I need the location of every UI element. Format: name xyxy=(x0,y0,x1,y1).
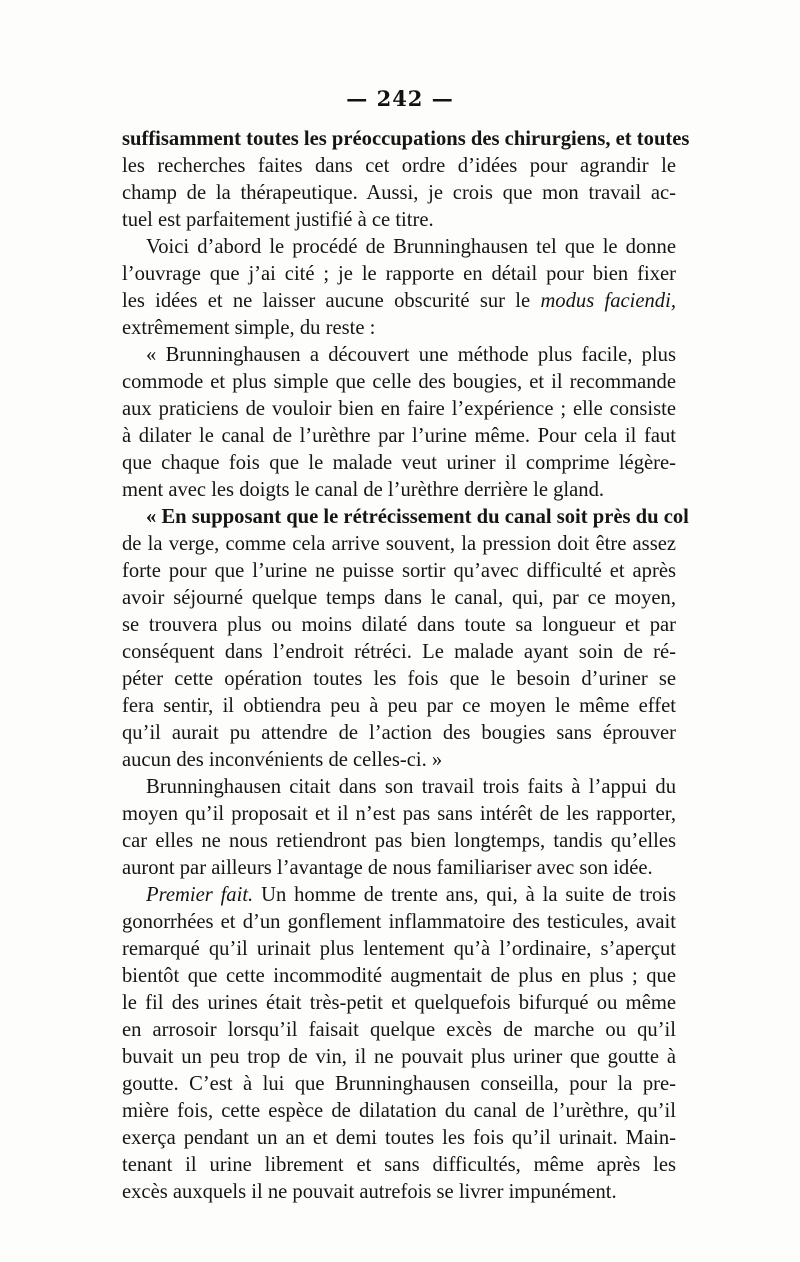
line-text: Brunninghausen citait dans son travail trois faits à l’appui du xyxy=(146,776,676,798)
text-line xyxy=(122,801,676,828)
line-text: qu’il aurait pu attendre de l’action des bougies sans éprouver xyxy=(122,722,676,744)
line-text: car elles ne nous retiendront pas bien longtemps, tandis qu’elles xyxy=(122,830,676,852)
text-line xyxy=(122,1017,676,1044)
text-line xyxy=(122,261,676,288)
text-line xyxy=(122,396,676,423)
text-line xyxy=(122,855,676,882)
line-text: forte pour que l’urine ne puisse sortir qu’avec difficulté et après xyxy=(122,560,676,582)
line-text: aucun des inconvénients de celles-ci. » xyxy=(122,749,443,771)
line-text: en arrosoir lorsqu’il faisait quelque excès de marche ou qu’il xyxy=(122,1019,676,1041)
text-line xyxy=(122,963,676,990)
paragraph xyxy=(122,774,676,882)
line-text: remarqué qu’il urinait plus lentement qu’à l’ordinaire, s’aperçut xyxy=(122,938,676,960)
line-text: « En supposant que le rétrécissement du canal soit près du col xyxy=(146,506,689,528)
line-text: que chaque fois que le malade veut uriner il comprime légère- xyxy=(122,452,676,474)
line-text: l’ouvrage que j’ai cité ; je le rapporte en détail pour bien fixer xyxy=(122,263,676,285)
text-line xyxy=(122,423,676,450)
text-line xyxy=(122,1044,676,1071)
line-text: avoir séjourné quelque temps dans le canal, qui, par ce moyen, xyxy=(122,587,676,609)
paragraph xyxy=(122,882,676,1206)
line-text: Voici d’abord le procédé de Brunninghausen tel que le donne xyxy=(146,236,676,258)
text-line xyxy=(122,774,676,801)
text-line xyxy=(122,207,676,234)
text-line xyxy=(122,1179,676,1206)
text-line xyxy=(122,234,676,261)
line-text: champ de la thérapeutique. Aussi, je crois que mon travail ac- xyxy=(122,182,676,204)
line-text: se trouvera plus ou moins dilaté dans toute sa longueur et par xyxy=(122,614,676,636)
text-line xyxy=(122,504,689,531)
line-text: Un homme de trente ans, qui, à la suite de trois xyxy=(253,884,676,906)
text-line xyxy=(122,1071,676,1098)
text-line xyxy=(122,1098,676,1125)
text-line xyxy=(122,153,676,180)
line-text: conséquent dans l’endroit rétréci. Le malade ayant soin de ré- xyxy=(122,641,676,663)
paragraph xyxy=(122,126,690,234)
italic-phrase: modus faciendi, xyxy=(540,290,676,312)
paragraph xyxy=(122,342,676,504)
line-text: moyen qu’il proposait et il n’est pas sans intérêt de les rapporter, xyxy=(122,803,676,825)
italic-lead: Premier fait. xyxy=(146,884,254,906)
text-line xyxy=(122,369,676,396)
line-text: buvait un peu trop de vin, il ne pouvait plus uriner que goutte à xyxy=(122,1046,676,1068)
text-line xyxy=(122,531,676,558)
page-number: — 242 — xyxy=(346,86,454,111)
text-line xyxy=(122,477,676,504)
line-text: ment avec les doigts le canal de l’urèthre derrière le gland. xyxy=(122,479,605,501)
line-text: de la verge, comme cela arrive souvent, la pression doit être assez xyxy=(122,533,676,555)
text-line xyxy=(122,747,676,774)
line-text: à dilater le canal de l’urèthre par l’urine même. Pour cela il faut xyxy=(122,425,676,447)
text-line xyxy=(122,936,676,963)
paragraph xyxy=(122,234,676,342)
line-text: excès auxquels il ne pouvait autrefois se livrer impunément. xyxy=(122,1181,617,1203)
line-text: « Brunninghausen a découvert une méthode plus facile, plus xyxy=(146,344,676,366)
text-line xyxy=(122,1152,676,1179)
text-line xyxy=(122,126,690,153)
text-line xyxy=(122,666,676,693)
line-text: mière fois, cette espèce de dilatation du canal de l’urèthre, qu’il xyxy=(122,1100,676,1122)
text-line xyxy=(122,693,676,720)
text-line xyxy=(122,720,676,747)
text-line xyxy=(122,639,676,666)
line-text: péter cette opération toutes les fois que le besoin d’uriner se xyxy=(122,668,676,690)
line-text: suffisamment toutes les préoccupations des chirurgiens, et toutes xyxy=(122,128,690,150)
text-line xyxy=(122,882,676,909)
text-line xyxy=(122,315,676,342)
line-text: tenant il urine librement et sans difficultés, même après les xyxy=(122,1154,676,1176)
text-line xyxy=(122,828,676,855)
text-line xyxy=(122,288,676,315)
line-text: les recherches faites dans cet ordre d’idées pour agrandir le xyxy=(122,155,676,177)
line-text: exerça pendant un an et demi toutes les fois qu’il urinait. Main- xyxy=(122,1127,676,1149)
paragraph xyxy=(122,504,689,774)
text-line xyxy=(122,450,676,477)
text-line xyxy=(122,180,676,207)
text-line xyxy=(122,585,676,612)
text-line xyxy=(122,909,676,936)
line-text: commode et plus simple que celle des bougies, et il recommande xyxy=(122,371,676,393)
line-text: goutte. C’est à lui que Brunninghausen conseilla, pour la pre- xyxy=(122,1073,676,1095)
text-line xyxy=(122,612,676,639)
line-text: fera sentir, il obtiendra peu à peu par ce moyen le même effet xyxy=(122,695,676,717)
text-line xyxy=(122,990,676,1017)
text-line xyxy=(122,342,676,369)
line-text: extrêmement simple, du reste : xyxy=(122,317,376,339)
line-text: gonorrhées et d’un gonflement inflammatoire des testicules, avait xyxy=(122,911,676,933)
line-text: aux praticiens de vouloir bien en faire l’expérience ; elle consiste xyxy=(122,398,676,420)
line-text: le fil des urines était très-petit et quelquefois bifurqué ou même xyxy=(122,992,676,1014)
line-text: tuel est parfaitement justifié à ce titre. xyxy=(122,209,434,231)
line-text: les idées et ne laisser aucune obscurité sur le xyxy=(122,290,541,312)
text-line xyxy=(122,558,676,585)
text-line xyxy=(122,1125,676,1152)
line-text: bientôt que cette incommodité augmentait de plus en plus ; que xyxy=(122,965,676,987)
line-text: auront par ailleurs l’avantage de nous familiariser avec son idée. xyxy=(122,857,653,879)
body-text xyxy=(122,126,690,1206)
